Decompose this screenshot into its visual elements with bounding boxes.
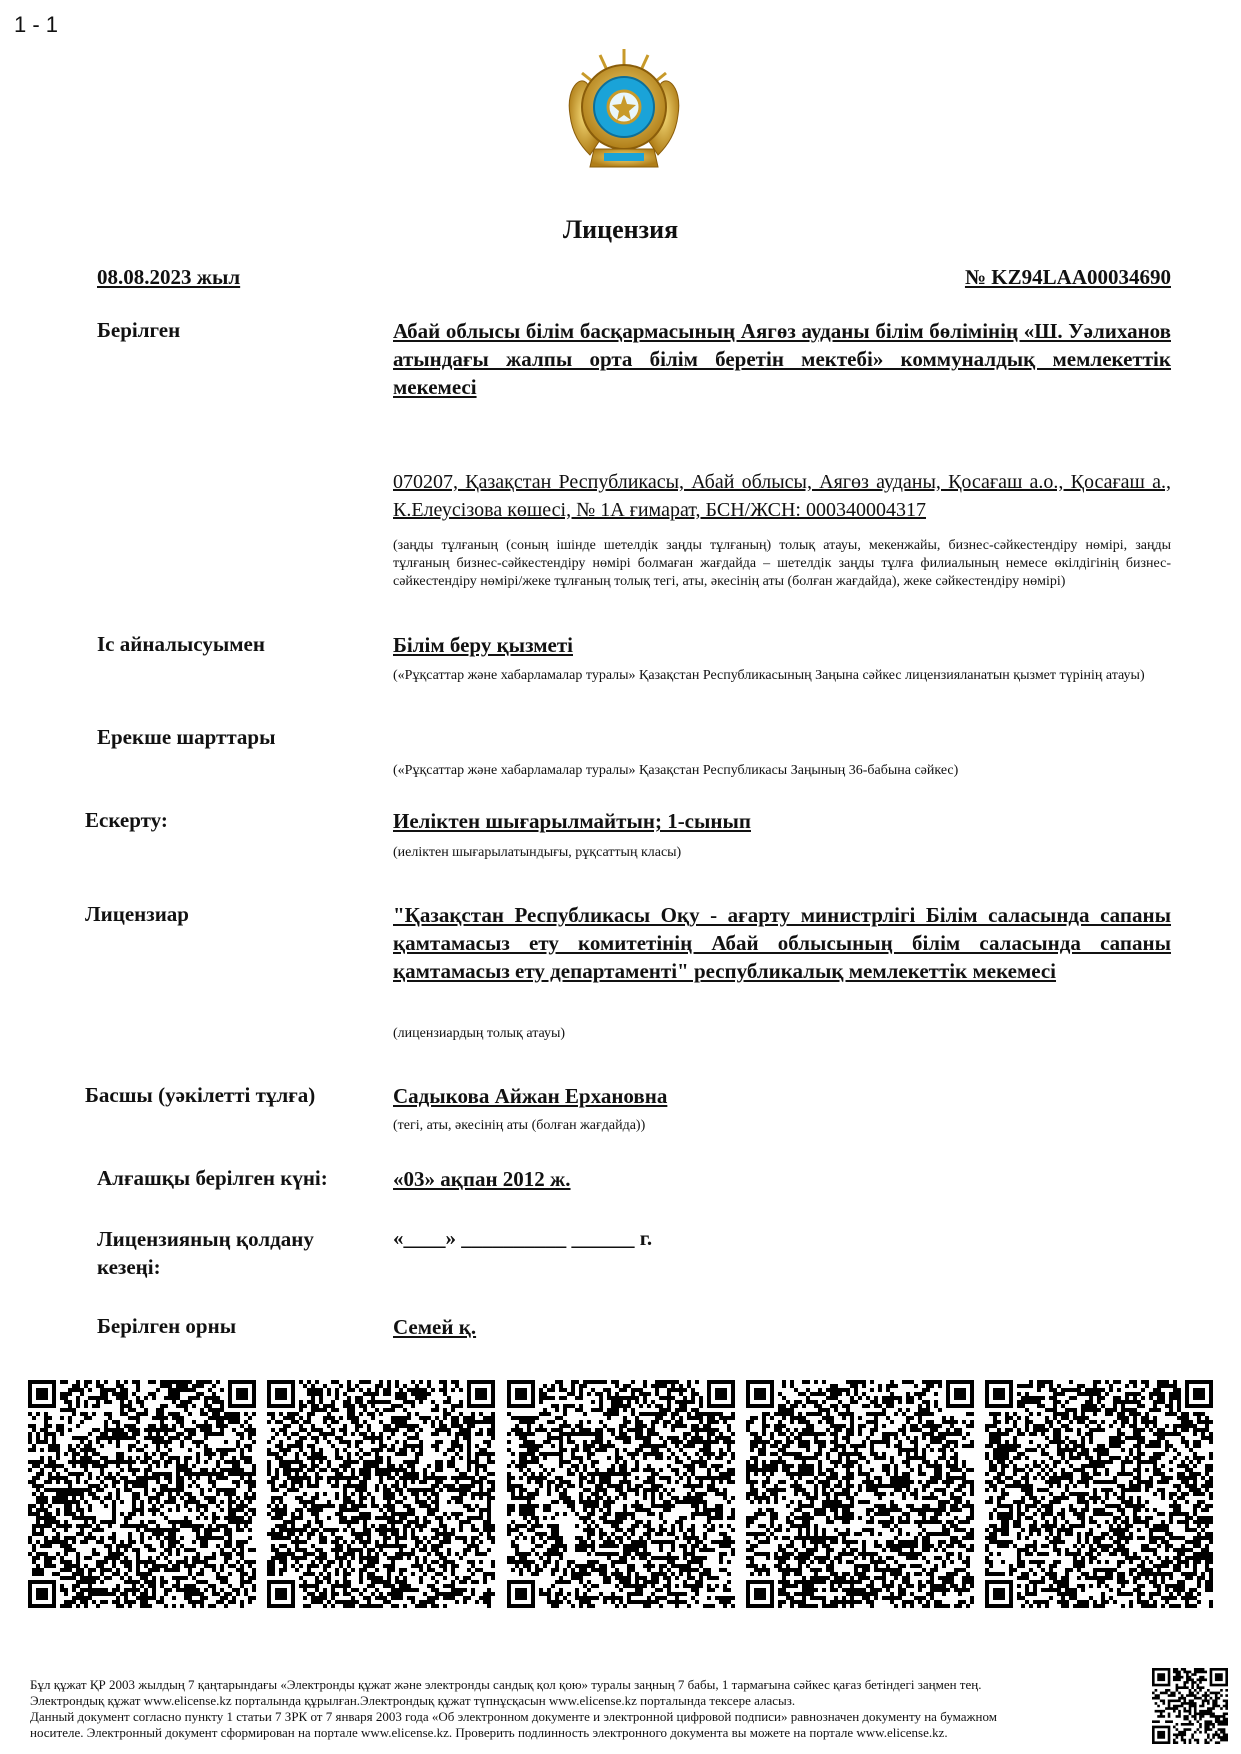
qr-code-row <box>28 1380 1213 1610</box>
place-value: Семей қ. <box>393 1315 477 1339</box>
document-title: Лицензия <box>562 215 679 244</box>
licensor-note: (лицензиардың толық атауы) <box>393 1026 566 1041</box>
qr-code-4-icon <box>746 1380 974 1608</box>
license-number: № KZ94LAA00034690 <box>964 265 1171 289</box>
footer-line-4: носителе. Электронный документ сформирован на портале www.elicense.kz. Проверить подлинность электронного документа вы можете на портале www.elicense.kz. <box>30 1725 948 1740</box>
validity-label-line1: Лицензияның қолдану <box>97 1227 314 1251</box>
issued-to-note: (заңды тұлғаның (соның ішінде шетелдік заңды тұлғаның) толық атауы, мекенжайы, бизнес-сәйкестендіру нөмірі, заңды тұлғаның бизнес-сәйкестендіру нөмірі болмаған жағдайда – шетелдік заңды тұлға филиалының немесе өкілдігінің бизнес-сәйкестендіру нөмірі/жеке тұлғаның толық тегі, аты, әкесінің аты (болған жағдайда), жеке сәйкестендіру нөмірі) <box>393 538 1171 589</box>
validity-label-line2: кезеңі: <box>97 1255 161 1279</box>
footer-line-3: Данный документ согласно пункту 1 статьи 7 ЗРК от 7 января 2003 года «Об электронном документе и электронной цифровой подписи» равнозначен документу на бумажном <box>30 1709 997 1724</box>
activity-value: Білім беру қызметі <box>393 633 573 657</box>
issued-to-address: 070207, Қазақстан Республикасы, Абай облысы, Аягөз ауданы, Қосағаш а.о., Қосағаш а., К.Елеусізова көшесі, № 1А ғимарат, БСН/ЖСН: 000340004317 <box>393 471 1171 521</box>
activity-note: («Рұқсаттар және хабарламалар туралы» Қазақстан Республикасының Заңына сәйкес лицензияланатын қызмет түрінің атауы) <box>393 668 1145 683</box>
head-note: (тегі, аты, әкесінің аты (болған жағдайда)) <box>393 1118 646 1133</box>
issued-to-value: Абай облысы білім басқармасының Аягөз ауданы білім бөлімінің «Ш. Уәлиханов атындағы жалпы орта білім беретін мектебі» коммуналдық мемлекеттік мекемесі <box>393 319 1171 399</box>
page-number: 1 - 1 <box>14 12 59 37</box>
footer-line-1: Бұл құжат ҚР 2003 жылдың 7 қаңтарындағы «Электронды құжат және электронды сандық қол қою» туралы заңның 7 бабы, 1 тармағына сәйкес қағаз бетіндегі заңмен тең. <box>30 1677 982 1692</box>
qr-code-3-icon <box>507 1380 735 1608</box>
validity-label <box>97 1225 314 1281</box>
first-issue-label: Алғашқы берілген күні: <box>97 1166 328 1190</box>
licensor-value: "Қазақстан Республикасы Оқу - ағарту министрлігі Білім саласында сапаны қамтамасыз ету комитетінің Абай облысының білім саласында сапаны қамтамасыз ету департаменті" республикалық мемлекеттік мекемесі <box>393 903 1171 983</box>
place-label: Берілген орны <box>97 1314 237 1338</box>
footer-line-2: Электрондық құжат www.elicense.kz порталында құрылған.Электрондық құжат түпнұсқасын www.elicense.kz порталында тексере аласыз. <box>30 1693 796 1708</box>
special-conditions-label: Ерекше шарттары <box>97 725 276 749</box>
validity-value: «____» __________ ______ г. <box>393 1226 653 1250</box>
special-conditions-note: («Рұқсаттар және хабарламалар туралы» Қазақстан Республикасы Заңының 36-бабына сәйкес) <box>393 763 959 778</box>
qr-code-2-icon <box>267 1380 495 1608</box>
state-emblem-icon <box>560 45 688 180</box>
qr-code-1-icon <box>28 1380 256 1608</box>
qr-code-5-icon <box>985 1380 1213 1608</box>
issue-date: 08.08.2023 жыл <box>97 265 241 289</box>
licensor-label: Лицензиар <box>85 902 189 926</box>
head-label: Басшы (уәкілетті тұлға) <box>85 1083 316 1107</box>
legal-footer <box>30 1677 1140 1741</box>
remark-note: (иеліктен шығарылатындығы, рұқсаттың класы) <box>393 845 682 860</box>
issued-to-label: Берілген <box>97 318 181 342</box>
first-issue-value: «03» ақпан 2012 ж. <box>393 1167 571 1191</box>
remark-value: Иеліктен шығарылмайтын; 1-сынып <box>393 809 751 833</box>
small-qr-code-icon <box>1152 1668 1228 1744</box>
head-value: Садыкова Айжан Ерхановна <box>393 1084 668 1108</box>
remark-label: Ескерту: <box>85 808 168 832</box>
activity-label: Іс айналысуымен <box>97 632 265 656</box>
